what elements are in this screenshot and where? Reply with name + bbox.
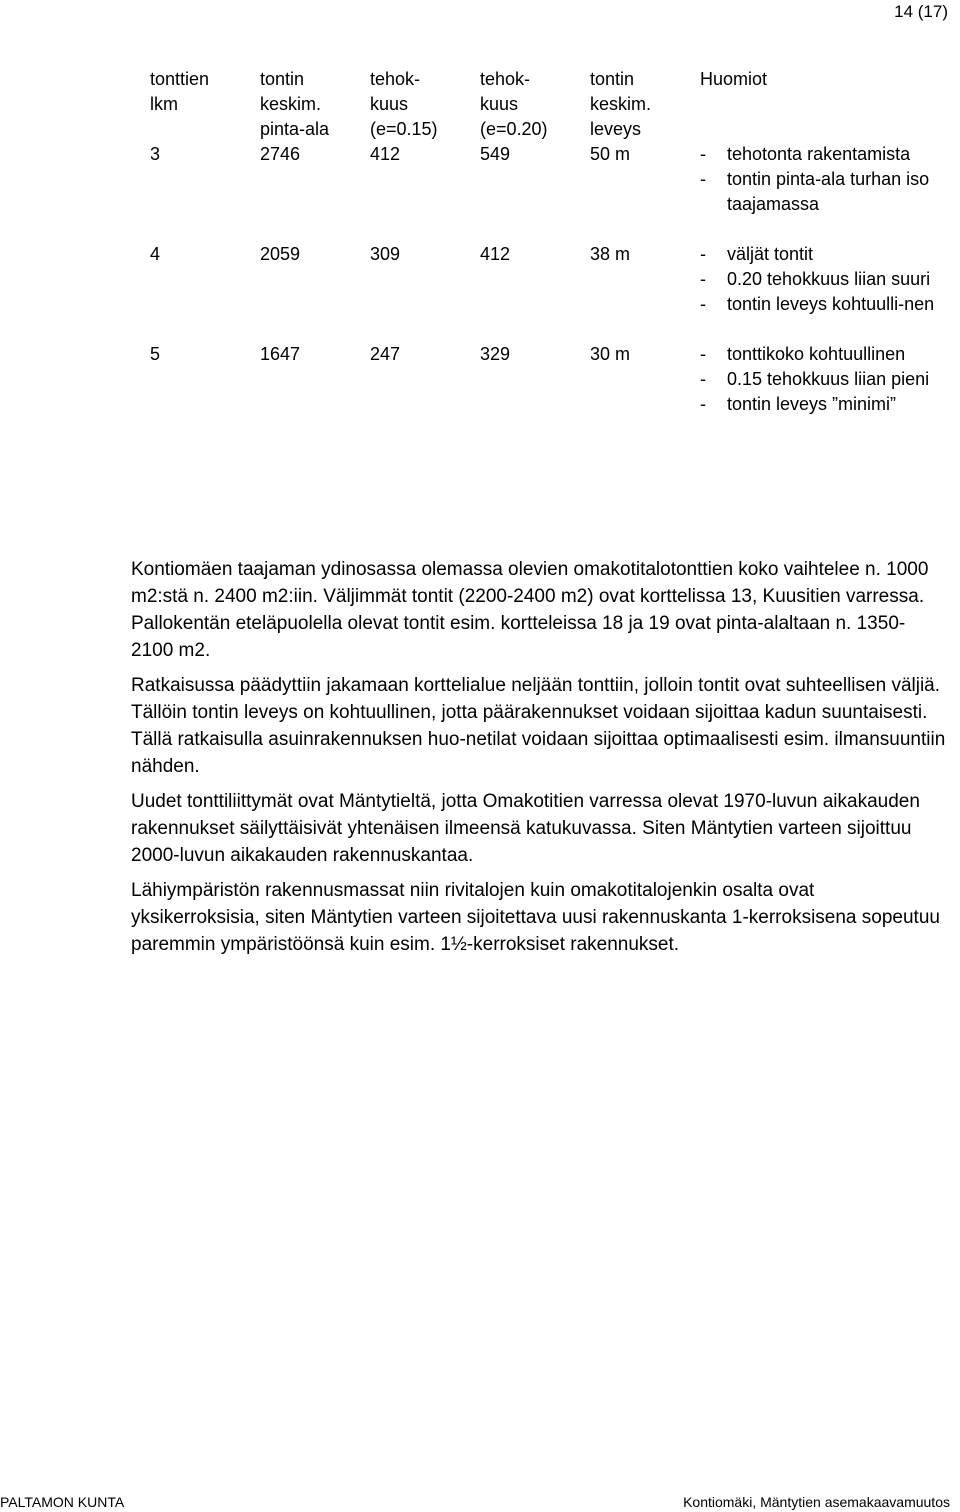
table-row (150, 142, 955, 217)
note-item: - tontin pinta-ala turhan iso taajamassa (700, 167, 955, 217)
note-item: - tontin leveys kohtuulli-nen (700, 292, 955, 317)
paragraph: Lähiympäristön rakennusmassat niin rivitalojen kuin omakotitalojenkin osalta ovat yksikerroksisia, siten Mäntytien varteen sijoitettava uusi rakennuskanta 1-kerroksisena sopeutuu paremmin ympäristöönsä kuin esim. 1½-kerroksiset rakennukset. (131, 880, 940, 955)
cell-pinta-ala: 2059 (260, 244, 301, 264)
cell-huomiot (700, 242, 955, 317)
cell-leveys: 30 m (590, 344, 631, 364)
note-item: - tonttikoko kohtuullinen (700, 342, 955, 367)
cell-tehokkuus-020: 549 (480, 144, 511, 164)
paragraph: Ratkaisussa päädyttiin jakamaan korttelialue neljään tonttiin, jolloin tontit ovat suhteellisen väljiä. Tällöin tontin leveys on kohtuullinen, jotta päärakennukset voidaan sijoittaa kadun suuntaisesti. Tällä ratkaisulla asuinrakennuksen huo-netilat voidaan sijoittaa optimaalisesti esim. ilmansuuntiin nähden. (131, 675, 946, 777)
cell-tehokkuus-015: 412 (370, 144, 401, 164)
header-tehokkuus-020: tehok- kuus (e=0.20) (480, 69, 548, 139)
header-leveys: tontin keskim. leveys (590, 69, 652, 139)
cell-lkm: 5 (150, 344, 161, 364)
table-row (150, 342, 955, 417)
note-item: - 0.20 tehokkuus liian suuri (700, 267, 955, 292)
note-item: - 0.15 tehokkuus liian pieni (700, 367, 955, 392)
cell-tehokkuus-020: 329 (480, 344, 511, 364)
header-lkm: tonttien lkm (150, 69, 210, 114)
header-huomiot: Huomiot (700, 69, 768, 89)
table-header (150, 67, 955, 142)
header-tehokkuus-015: tehok- kuus (e=0.15) (370, 69, 438, 139)
cell-tehokkuus-015: 309 (370, 244, 401, 264)
paragraph: Uudet tonttiliittymät ovat Mäntytieltä, jotta Omakotitien varressa olevat 1970-luvun aikakauden rakennukset säilyttäisivät yhtenäisen ilmeensä katukuvassa. Siten Mäntytien varteen sijoittuu 2000-luvun aikakauden rakennuskantaa. (131, 791, 920, 866)
cell-leveys: 50 m (590, 144, 631, 164)
cell-huomiot (700, 342, 955, 417)
cell-huomiot (700, 142, 955, 217)
footer-municipality: PALTAMON KUNTA (0, 1494, 125, 1510)
cell-pinta-ala: 1647 (260, 344, 301, 364)
footer-document-title: Kontiomäki, Mäntytien asemakaavamuutos (683, 1494, 950, 1510)
page-number: 14 (17) (894, 2, 948, 21)
cell-lkm: 3 (150, 144, 161, 164)
paragraph: Kontiomäen taajaman ydinosassa olemassa olevien omakotitalotonttien koko vaihtelee n. 1000 m2:stä n. 2400 m2:iin. Väljimmät tontit (2200-2400 m2) ovat korttelissa 13, Kuusitien varressa. Pallokentän eteläpuolella olevat tontit esim. kortteleissa 18 ja 19 ovat pinta-alaltaan n. 1350-2100 m2. (131, 559, 929, 661)
cell-pinta-ala: 2746 (260, 144, 301, 164)
table-row (150, 242, 955, 317)
note-item: - tehotonta rakentamista (700, 142, 955, 167)
cell-tehokkuus-015: 247 (370, 344, 401, 364)
header-pinta-ala: tontin keskim. pinta-ala (260, 69, 330, 139)
cell-lkm: 4 (150, 244, 161, 264)
lot-comparison-table (150, 67, 955, 417)
cell-tehokkuus-020: 412 (480, 244, 511, 264)
body-text (131, 556, 946, 966)
note-item: - tontin leveys ”minimi” (700, 392, 955, 417)
note-item: - väljät tontit (700, 242, 955, 267)
cell-leveys: 38 m (590, 244, 631, 264)
